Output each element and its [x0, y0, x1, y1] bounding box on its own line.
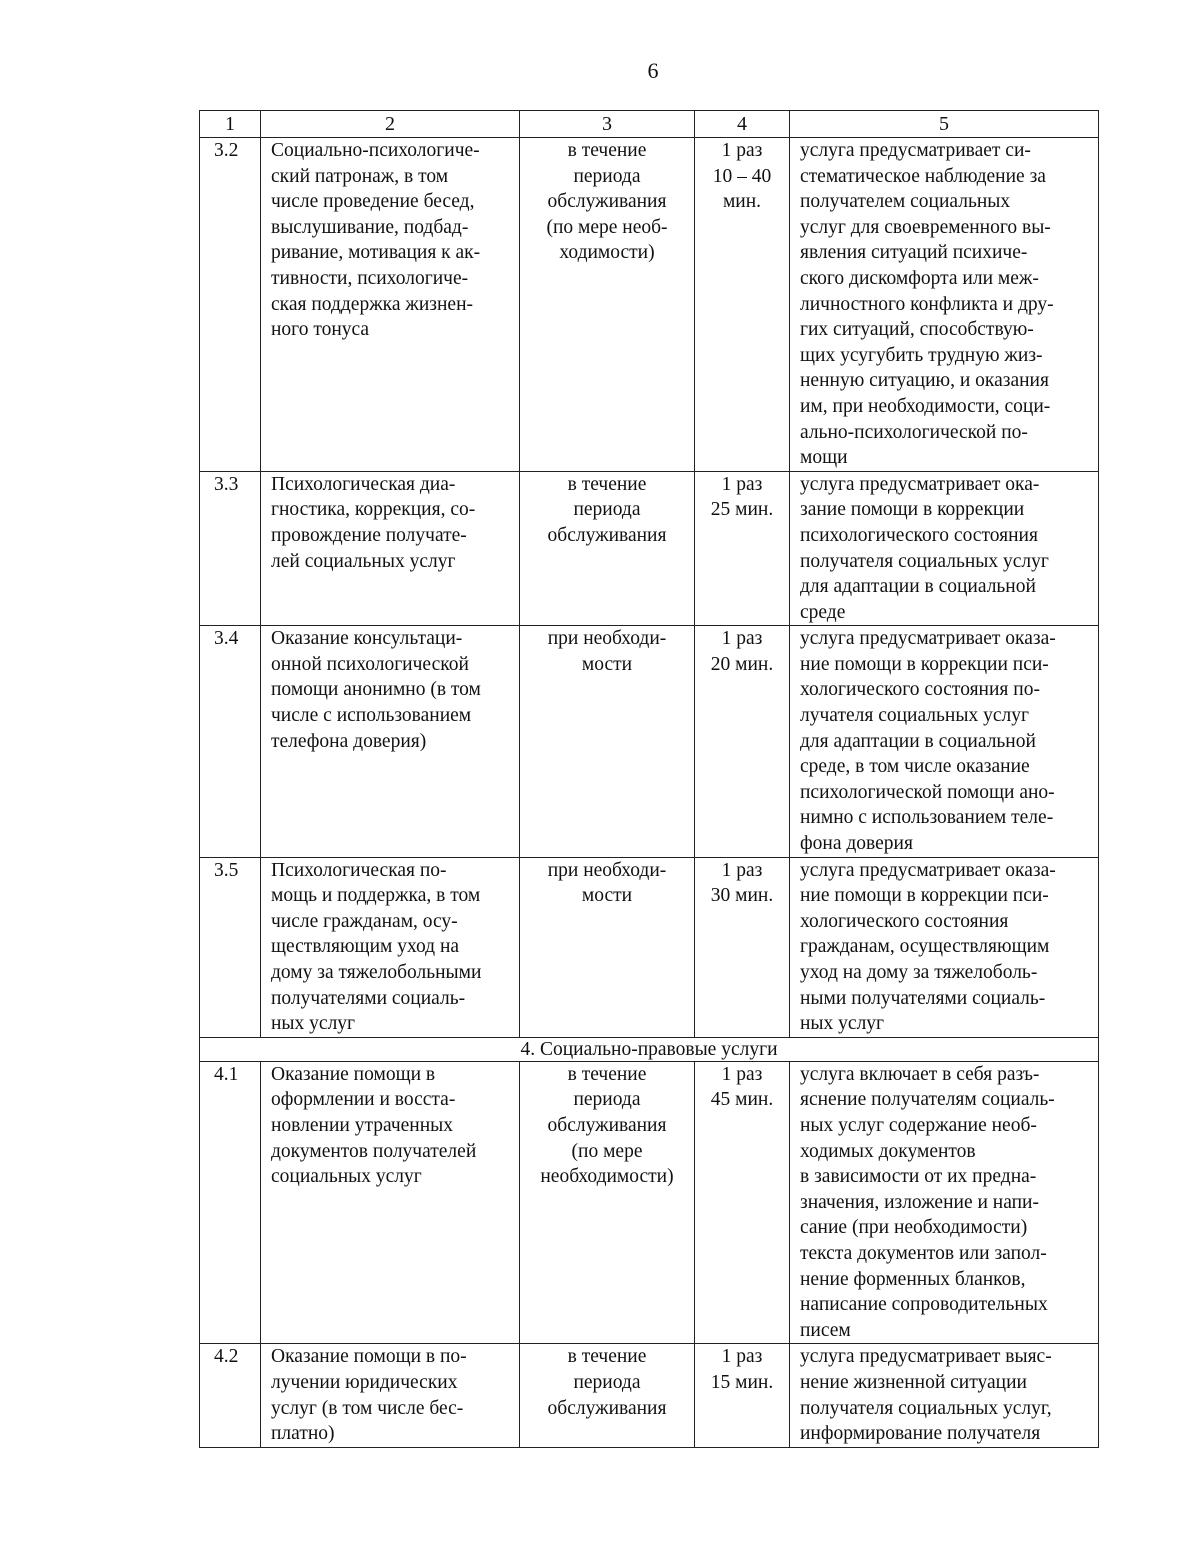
service-name: Социально-психологиче- ский патронаж, в том числе проведение бесед, выслушивание, подбад- ривание, мотивация к ак- тивности, психологиче- ская поддержка жизнен- ного тонуса [261, 138, 520, 472]
service-description: услуга предусматривает си- стематическое наблюдение за получателем социальных услуг для своевременного вы- явления ситуаций психиче- ского дискомфорта или меж- личностного конфликта и дру- гих ситуаций, способствую- щих усугубить трудную жиз- ненную ситуацию, и оказания им, при необходимости, соци- ально-психологической по- мощи [790, 138, 1099, 472]
row-number: 4.2 [200, 1344, 261, 1447]
service-volume: 1 раз 45 мин. [695, 1061, 790, 1344]
service-term: при необходи- мости [520, 857, 695, 1037]
row-number: 3.5 [200, 857, 261, 1037]
table-row [200, 626, 1099, 857]
services-table [199, 110, 1099, 1448]
service-name: Оказание консультаци- онной психологической помощи анонимно (в том числе с использованием телефона доверия) [261, 626, 520, 857]
row-number: 3.3 [200, 471, 261, 626]
service-description: услуга предусматривает оказа- ние помощи в коррекции пси- хологического состояния гражданам, осуществляющим уход на дому за тяжелоболь- ными получателями социаль- ных услуг [790, 857, 1099, 1037]
service-volume: 1 раз 30 мин. [695, 857, 790, 1037]
service-name: Оказание помощи в по- лучении юридических услуг (в том числе бес- платно) [261, 1344, 520, 1447]
service-name: Психологическая по- мощь и поддержка, в том числе гражданам, осу- ществляющим уход на дому за тяжелобольными получателями социаль- ных услуг [261, 857, 520, 1037]
column-header: 1 [200, 111, 261, 138]
table-row [200, 1344, 1099, 1447]
service-term: в течение периода обслуживания (по мере необходимости) [520, 1061, 695, 1344]
row-number: 3.4 [200, 626, 261, 857]
service-term: в течение периода обслуживания [520, 1344, 695, 1447]
table-header-row [200, 111, 1099, 138]
service-description: услуга предусматривает оказа- ние помощи в коррекции пси- хологического состояния по- лучателя социальных услуг для адаптации в социальной среде, в том числе оказание психологической помощи ано- нимно с использованием теле- фона доверия [790, 626, 1099, 857]
table-row [200, 1061, 1099, 1344]
service-volume: 1 раз 20 мин. [695, 626, 790, 857]
table-row [200, 138, 1099, 472]
service-term: в течение периода обслуживания [520, 471, 695, 626]
column-header: 4 [695, 111, 790, 138]
column-header: 5 [790, 111, 1099, 138]
row-number: 4.1 [200, 1061, 261, 1344]
table-row [200, 471, 1099, 626]
column-header: 3 [520, 111, 695, 138]
service-description: услуга предусматривает выяс- нение жизненной ситуации получателя социальных услуг, информирование получателя [790, 1344, 1099, 1447]
service-volume: 1 раз 25 мин. [695, 471, 790, 626]
service-term: при необходи- мости [520, 626, 695, 857]
section-title: 4. Социально-правовые услуги [200, 1037, 1099, 1061]
service-description: услуга предусматривает ока- зание помощи в коррекции психологического состояния получателя социальных услуг для адаптации в социальной среде [790, 471, 1099, 626]
service-volume: 1 раз 15 мин. [695, 1344, 790, 1447]
row-number: 3.2 [200, 138, 261, 472]
service-term: в течение периода обслуживания (по мере необ- ходимости) [520, 138, 695, 472]
column-header: 2 [261, 111, 520, 138]
section-row [200, 1037, 1099, 1061]
page-number: 6 [647, 58, 659, 83]
service-description: услуга включает в себя разъ- яснение получателям социаль- ных услуг содержание необ- ходимых документов в зависимости от их предна- значения, изложение и напи- сание (при необходимости) текста документов или запол- нение форменных бланков, написание сопроводительных писем [790, 1061, 1099, 1344]
service-name: Оказание помощи в оформлении и восста- новлении утраченных документов получателей социальных услуг [261, 1061, 520, 1344]
service-name: Психологическая диа- гностика, коррекция, со- провождение получате- лей социальных услуг [261, 471, 520, 626]
table-row [200, 857, 1099, 1037]
service-volume: 1 раз 10 – 40 мин. [695, 138, 790, 472]
